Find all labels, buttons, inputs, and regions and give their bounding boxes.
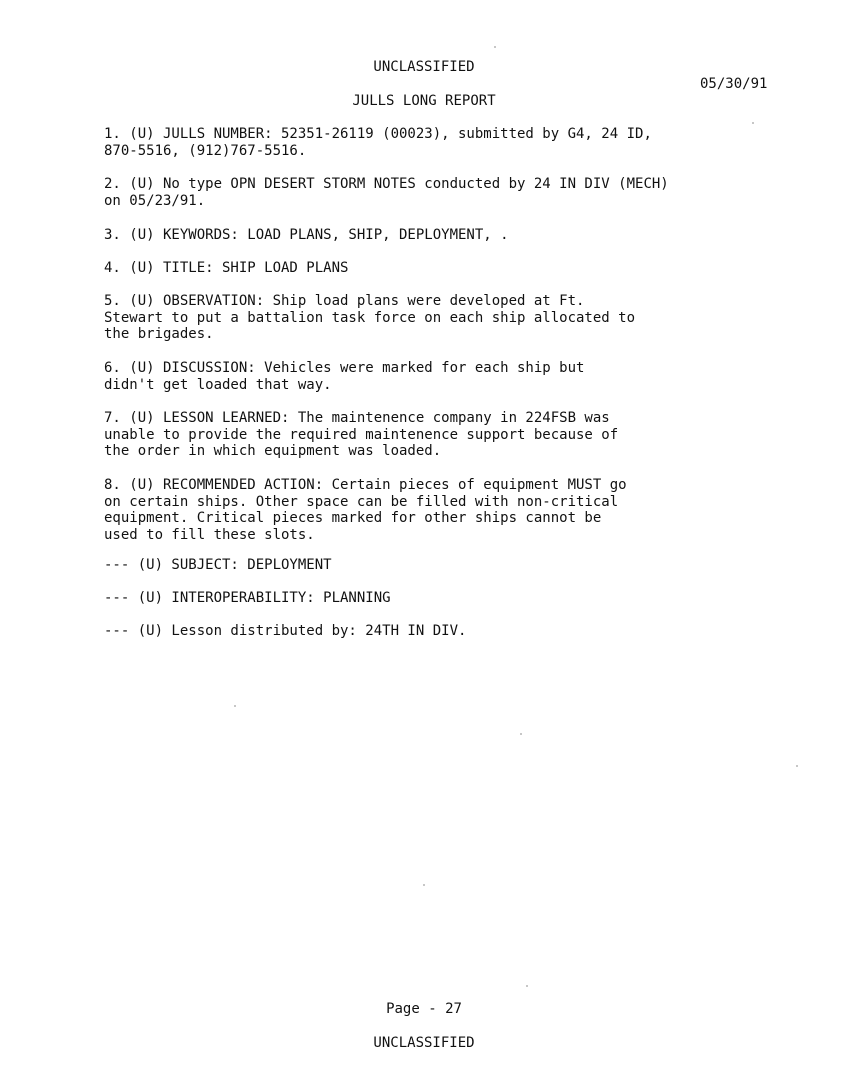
scan-speck [796, 765, 798, 767]
paragraph-lesson-learned: 7. (U) LESSON LEARNED: The maintenence company in 224FSB was unable to provide the required maintenence support because of the order in which equipment was loaded. [104, 410, 619, 459]
trailer-interoperability: --- (U) INTEROPERABILITY: PLANNING [104, 590, 391, 606]
paragraph-title: 4. (U) TITLE: SHIP LOAD PLANS [104, 260, 349, 276]
page-number: Page - 27 [386, 1001, 462, 1017]
paragraph-keywords: 3. (U) KEYWORDS: LOAD PLANS, SHIP, DEPLOYMENT, . [104, 227, 509, 243]
scan-speck [423, 884, 425, 886]
trailer-subject: --- (U) SUBJECT: DEPLOYMENT [104, 557, 332, 573]
paragraph-observation: 5. (U) OBSERVATION: Ship load plans were developed at Ft. Stewart to put a battalion task force on each ship allocated to the brigades. [104, 293, 636, 342]
bottom-classification: UNCLASSIFIED [373, 1035, 475, 1051]
paragraph-discussion: 6. (U) DISCUSSION: Vehicles were marked for each ship but didn't get loaded that way. [104, 360, 585, 393]
scan-speck [494, 46, 496, 48]
scan-speck [752, 122, 754, 124]
paragraph-julls-number: 1. (U) JULLS NUMBER: 52351-26119 (00023), submitted by G4, 24 ID, 870-5516, (912)767-5516. [104, 126, 652, 159]
paragraph-operation: 2. (U) No type OPN DESERT STORM NOTES conducted by 24 IN DIV (MECH) on 05/23/91. [104, 176, 669, 209]
report-title: JULLS LONG REPORT [352, 93, 496, 109]
report-date: 05/30/91 [700, 76, 768, 92]
scan-speck [526, 985, 528, 987]
scan-speck [234, 705, 236, 707]
paragraph-recommended-action: 8. (U) RECOMMENDED ACTION: Certain pieces of equipment MUST go on certain ships. Other space can be filled with non-critical equipment. Critical pieces marked for other ships cannot be used to fill these slots. [104, 477, 627, 543]
trailer-distribution: --- (U) Lesson distributed by: 24TH IN DIV. [104, 623, 467, 639]
scan-speck [520, 733, 522, 735]
top-classification: UNCLASSIFIED [373, 59, 475, 75]
